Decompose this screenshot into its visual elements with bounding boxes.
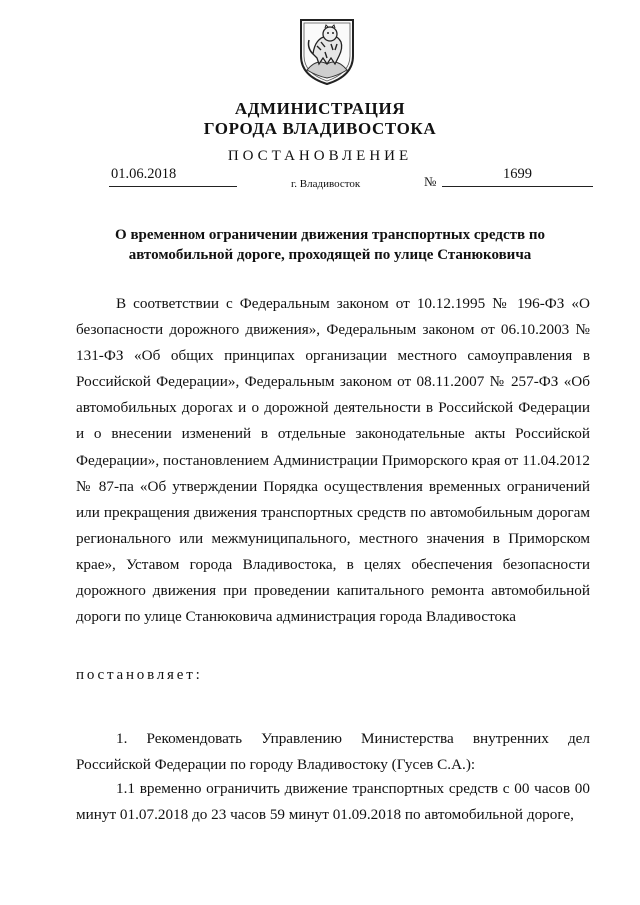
number-label: № [424, 174, 437, 189]
org-name-line2: ГОРОДА ВЛАДИВОСТОКА [203, 119, 437, 138]
coat-of-arms-icon [297, 14, 357, 86]
preamble-paragraph: В соответствии с Федеральным законом от 10.12.1995 № 196-ФЗ «О безопасности дорожного движения», Федеральным законом от 06.10.2003 № 131-ФЗ «Об общих принципах организации местного самоуправления в Российской Федерации», Федеральным законом от 08.11.2007 № 257-ФЗ «Об автомобильных дорогах и о дорожной деятельности в Российской Федерации и о внесении изменений в отдельные законодательные акты Российской Федерации», постановлением Администрации Приморского края от 11.04.2012 № 87-па «Об утверждении Порядка осуществления временных ограничений или прекращения движения транспортных средств по автомобильным дорогам регионального или межмуниципального, местного значения в Приморском крае», Уставом города Владивостока, в целях обеспечения безопасности дорожного движения при проведении капитального ремонта автомобильной дороги по улице Станюковича администрация города Владивостока [76, 295, 590, 626]
document-subject: О временном ограничении движения транспортных средств по автомобильной дороге, проходящей по улице Станюковича [115, 227, 545, 263]
document-number: 1699 [442, 166, 593, 187]
resolves-heading: постановляет: [76, 667, 203, 683]
document-type: ПОСТАНОВЛЕНИЕ [227, 148, 413, 164]
org-name-line1: АДМИНИСТРАЦИЯ [234, 99, 406, 118]
document-city: г. Владивосток [291, 178, 361, 190]
clause-1: 1. Рекомендовать Управлению Министерства внутренних дел Российской Федерации по городу Владивостоку (Гусев С.А.): [76, 730, 590, 774]
clause-1-1: 1.1 временно ограничить движение транспортных средств с 00 часов 00 минут 01.07.2018 до 23 часов 59 минут 01.09.2018 по автомобильной дороге, [76, 780, 590, 824]
document-date: 01.06.2018 [109, 166, 237, 187]
